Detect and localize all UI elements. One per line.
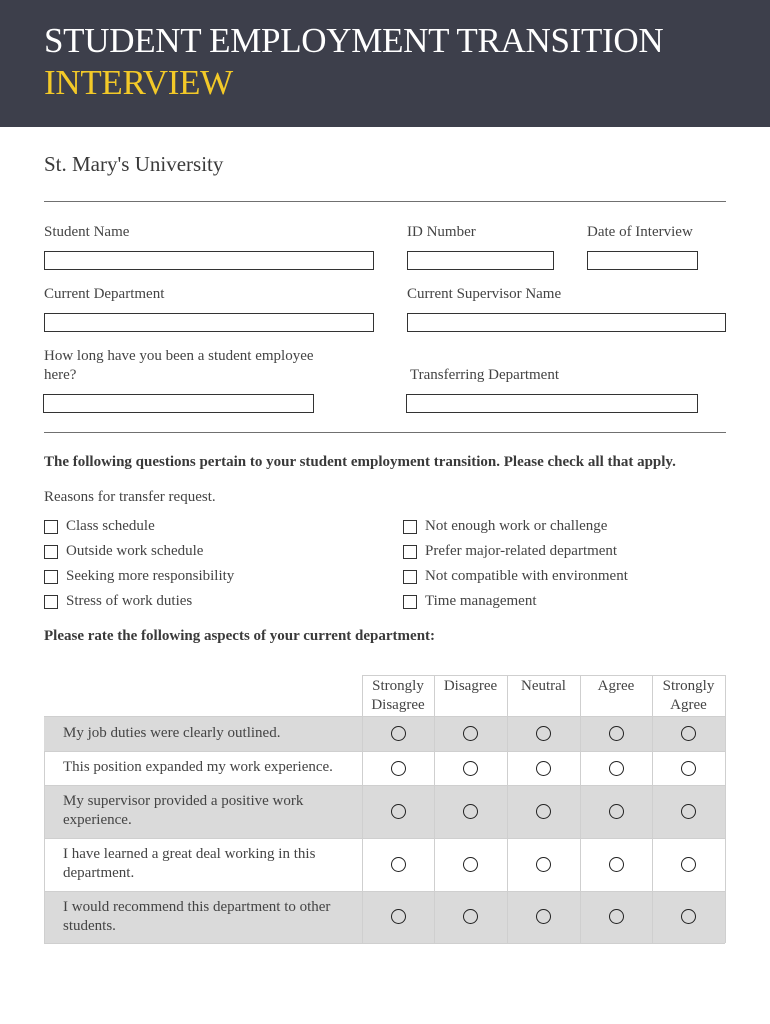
form-title: STUDENT EMPLOYMENT TRANSITION bbox=[44, 21, 664, 60]
transferring-department-field[interactable] bbox=[406, 394, 698, 413]
student-name-field[interactable] bbox=[44, 251, 374, 270]
radio-row1-strongly-disagree[interactable] bbox=[391, 726, 406, 741]
radio-row4-neutral[interactable] bbox=[536, 857, 551, 872]
radio-row5-neutral[interactable] bbox=[536, 909, 551, 924]
radio-row3-neutral[interactable] bbox=[536, 804, 551, 819]
radio-row4-agree[interactable] bbox=[609, 857, 624, 872]
checkbox-label: Seeking more responsibility bbox=[66, 568, 235, 584]
radio-row4-strongly-agree[interactable] bbox=[681, 857, 696, 872]
checkbox-label: Not compatible with environment bbox=[425, 568, 628, 584]
checkbox-stress-of-work-duties[interactable] bbox=[44, 595, 58, 609]
statement-label: This position expanded my work experience. bbox=[63, 759, 333, 775]
checkbox-label: Outside work schedule bbox=[66, 543, 204, 559]
divider bbox=[44, 432, 726, 433]
radio-row1-strongly-agree[interactable] bbox=[681, 726, 696, 741]
radio-row4-strongly-disagree[interactable] bbox=[391, 857, 406, 872]
checkbox-seeking-more-responsibility[interactable] bbox=[44, 570, 58, 584]
radio-row3-agree[interactable] bbox=[609, 804, 624, 819]
statement-label: My job duties were clearly outlined. bbox=[63, 725, 281, 741]
radio-row1-agree[interactable] bbox=[609, 726, 624, 741]
header-banner bbox=[0, 0, 770, 127]
radio-row4-disagree[interactable] bbox=[463, 857, 478, 872]
current-supervisor-label: Current Supervisor Name bbox=[407, 286, 562, 302]
radio-row1-disagree[interactable] bbox=[463, 726, 478, 741]
rating-heading: Please rate the following aspects of your current department: bbox=[44, 628, 436, 644]
checkbox-prefer-major-related[interactable] bbox=[403, 545, 417, 559]
checkbox-label: Prefer major-related department bbox=[425, 543, 618, 559]
checkbox-not-compatible[interactable] bbox=[403, 570, 417, 584]
radio-row2-disagree[interactable] bbox=[463, 761, 478, 776]
id-number-label: ID Number bbox=[407, 224, 476, 240]
date-of-interview-label: Date of Interview bbox=[587, 224, 693, 240]
radio-row3-strongly-disagree[interactable] bbox=[391, 804, 406, 819]
checkbox-label: Class schedule bbox=[66, 518, 155, 534]
transferring-department-label: Transferring Department bbox=[410, 367, 559, 383]
radio-row3-disagree[interactable] bbox=[463, 804, 478, 819]
statement-label: I have learned a great deal working in this department. bbox=[63, 846, 316, 881]
radio-row2-strongly-disagree[interactable] bbox=[391, 761, 406, 776]
radio-row5-strongly-agree[interactable] bbox=[681, 909, 696, 924]
checkbox-label: Not enough work or challenge bbox=[425, 518, 608, 534]
university-name: St. Mary's University bbox=[44, 152, 224, 176]
radio-row5-strongly-disagree[interactable] bbox=[391, 909, 406, 924]
current-supervisor-field[interactable] bbox=[407, 313, 726, 332]
checkbox-not-enough-work[interactable] bbox=[403, 520, 417, 534]
radio-row2-strongly-agree[interactable] bbox=[681, 761, 696, 776]
form-title-accent: INTERVIEW bbox=[44, 63, 233, 102]
column-header-neutral: Neutral bbox=[521, 678, 566, 694]
divider bbox=[44, 201, 726, 202]
column-header-strongly-disagree: Strongly Disagree bbox=[371, 678, 425, 713]
checkbox-outside-work-schedule[interactable] bbox=[44, 545, 58, 559]
instructions: The following questions pertain to your student employment transition. Please check all that apply. bbox=[44, 454, 676, 470]
radio-row5-agree[interactable] bbox=[609, 909, 624, 924]
date-of-interview-field[interactable] bbox=[587, 251, 698, 270]
checkbox-class-schedule[interactable] bbox=[44, 520, 58, 534]
id-number-field[interactable] bbox=[407, 251, 554, 270]
statement-label: My supervisor provided a positive work experience. bbox=[63, 793, 304, 828]
how-long-label: How long have you been a student employee here? bbox=[44, 348, 314, 383]
radio-row2-neutral[interactable] bbox=[536, 761, 551, 776]
checkbox-time-management[interactable] bbox=[403, 595, 417, 609]
checkbox-label: Stress of work duties bbox=[66, 593, 193, 609]
column-header-strongly-agree: Strongly Agree bbox=[662, 678, 715, 713]
radio-row2-agree[interactable] bbox=[609, 761, 624, 776]
student-name-label: Student Name bbox=[44, 224, 130, 240]
radio-row5-disagree[interactable] bbox=[463, 909, 478, 924]
column-header-agree: Agree bbox=[597, 678, 635, 694]
how-long-field[interactable] bbox=[43, 394, 314, 413]
current-department-field[interactable] bbox=[44, 313, 374, 332]
radio-row1-neutral[interactable] bbox=[536, 726, 551, 741]
statement-label: I would recommend this department to other students. bbox=[63, 899, 331, 934]
checkbox-label: Time management bbox=[425, 593, 537, 609]
radio-row3-strongly-agree[interactable] bbox=[681, 804, 696, 819]
reasons-heading: Reasons for transfer request. bbox=[44, 489, 216, 505]
current-department-label: Current Department bbox=[44, 286, 165, 302]
column-header-disagree: Disagree bbox=[443, 678, 498, 694]
